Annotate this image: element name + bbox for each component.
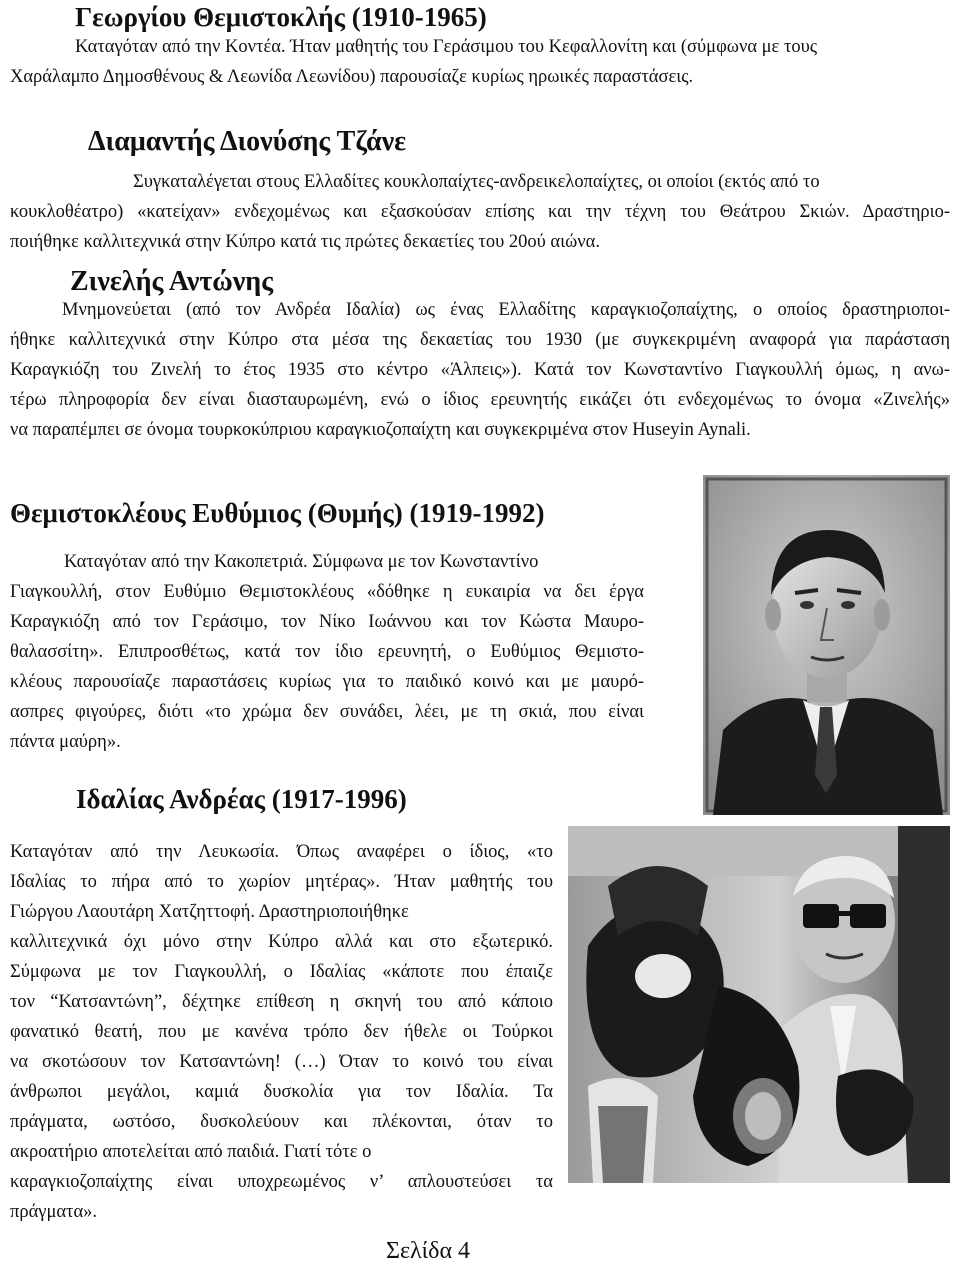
paragraph-georgiou (75, 32, 925, 62)
page-number: Σελίδα 4 (386, 1238, 471, 1264)
heading-diamantis: Διαμαντής Διονύσης Τζάνε (88, 126, 407, 157)
text-line: Χαράλαμπο Δημοσθένους & Λεωνίδα Λεωνίδου) παρουσίαζε κυρίως ηρωικές παραστάσεις. (10, 67, 694, 87)
portrait-photo (703, 475, 950, 815)
paragraph-zinelis (10, 325, 950, 445)
text-line: τέρω πληροφορία δεν είναι διασταυρωμένη, ενώ ο ίδιος ερευνητής εικάζει ότι ενδεχομένως το όνομα «Ζινελής» (10, 390, 950, 410)
text-line: πράγματα». (10, 1202, 98, 1222)
paragraph-zinelis-first (62, 295, 950, 325)
text-line: θαλασσίτη». Επιπροσθέτως, κατά τον ίδιο ερευνητή, ο Ευθύμιος Θεμιστο- (10, 642, 644, 662)
paragraph-georgiou-cont (10, 62, 860, 92)
paragraph-diamantis (10, 197, 950, 257)
text-line: καραγκιοζοπαίχτης είναι υποχρεωμένος ν’ απλουστεύσει τα (10, 1172, 553, 1192)
text-line: Σύμφωνα με τον Γιαγκουλλή, ο Ιδαλίας «κάποτε που έπαιζε (10, 962, 553, 982)
text-line: Ιδαλίας το πήρα από το χωρίον μητέρας». Ήταν μαθητής του (10, 872, 553, 892)
text-line: Καταγόταν από την Κακοπετριά. Σύμφωνα με τον Κωνσταντίνο (64, 552, 539, 572)
text-line: ποιήθηκε καλλιτεχνικά στην Κύπρο κατά τις πρώτες δεκαετίες του 20ού αιώνα. (10, 232, 600, 252)
paragraph-diamantis-first (133, 167, 820, 197)
text-line: καλλιτεχνικά όχι μόνο στην Κύπρο αλλά και στο εξωτερικό. (10, 932, 553, 952)
text-line: Μνημονεύεται (από τον Ανδρέα Ιδαλία) ως ένας Ελλαδίτης καραγκιοζοπαίχτης, ο οποίος δραστηριοποι- (62, 300, 950, 320)
heading-georgiou: Γεωργίου Θεμιστοκλής (1910-1965) (75, 2, 487, 32)
text-line: ακροατήριο αποτελείται από παιδιά. Γιατί τότε ο (10, 1142, 372, 1162)
text-line: Καραγκιόζη από τον Γεράσιμο, τον Νίκο Ιωάννου και τον Κώστα Μαυρο- (10, 612, 644, 632)
heading-idalias: Ιδαλίας Ανδρέας (1917-1996) (76, 784, 407, 814)
text-line: κουκλοθέατρο) «κατείχαν» ενδεχομένως και εξασκούσαν επίσης και την τέχνη του Θεάτρου Σκιών. Δραστηριο- (10, 202, 950, 222)
text-line: κλέους παρουσίαζε παραστάσεις κυρίως για το παιδικό κοινό και με μαυρό- (10, 672, 644, 692)
text-line: Συγκαταλέγεται στους Ελλαδίτες κουκλοπαίχτες-ανδρεικελοπαίχτες, οι οποίοι (εκτός από το (133, 172, 820, 192)
paragraph-idalias (10, 837, 553, 1227)
heading-zinelis: Ζινελής Αντώνης (70, 266, 273, 297)
text-line: Καταγόταν από την Λευκωσία. Όπως αναφέρει ο ίδιος, «το (10, 842, 553, 862)
text-line: ασπρες φιγούρες, διότι «το χρώμα δεν συνάδει, λέει, με τη σκιά, που είναι (10, 702, 644, 722)
text-line: Γιώργου Λαουτάρη Χατζηττοφή. Δραστηριοποιήθηκε (10, 902, 409, 922)
text-line: Γιαγκουλλή, στον Ευθύμιο Θεμιστοκλέους «δόθηκε η ευκαιρία να δει έργα (10, 582, 644, 602)
paragraph-themistokleous (10, 577, 644, 757)
paragraph-themistokleous-first (64, 547, 538, 577)
text-line: Καταγόταν από την Κοντέα. Ήταν μαθητής του Γεράσιμου του Κεφαλλονίτη και (σύμφωνα με τους (75, 37, 818, 57)
text-line: ήθηκε καλλιτεχνικά στην Κύπρο στα μέσα της δεκαετίας του 1930 (με συγκεκριμένη αναφορά για παράσταση (10, 330, 950, 350)
heading-themistokleous: Θεμιστοκλέους Ευθύμιος (Θυμής) (1919-1992) (10, 498, 545, 528)
text-line: πάντα μαύρη». (10, 732, 121, 752)
text-line: πράγματα, ωστόσο, δυσκολεύουν και πλέκονται, όταν το (10, 1112, 553, 1132)
text-line: τον “Κατσαντώνη”, δέχτηκε επίθεση η σκηνή του από κάποιο (10, 992, 553, 1012)
text-line: άνθρωποι μεγάλοι, καμιά δυσκολία για τον Ιδαλία. Τα (10, 1082, 553, 1102)
puppeteer-photo (568, 826, 950, 1183)
text-line: φανατικό θεατή, που με κανένα τρόπο δεν ήθελε οι Τούρκοι (10, 1022, 553, 1042)
text-line: να σκοτώσουν τον Κατσαντώνη! (…) Όταν το κοινό του είναι (10, 1052, 553, 1072)
text-line: να παραπέμπει σε όνομα τουρκοκύπριου καραγκιοζοπαίχτη και συγκεκριμένα στον Huseyin Aynali. (10, 420, 751, 440)
text-line: Καραγκιόζη του Ζινελή το έτος 1935 στο κέντρο «Άλπεις»). Κατά τον Κωνσταντίνο Γιαγκουλλή όμως, η ανω- (10, 360, 950, 380)
